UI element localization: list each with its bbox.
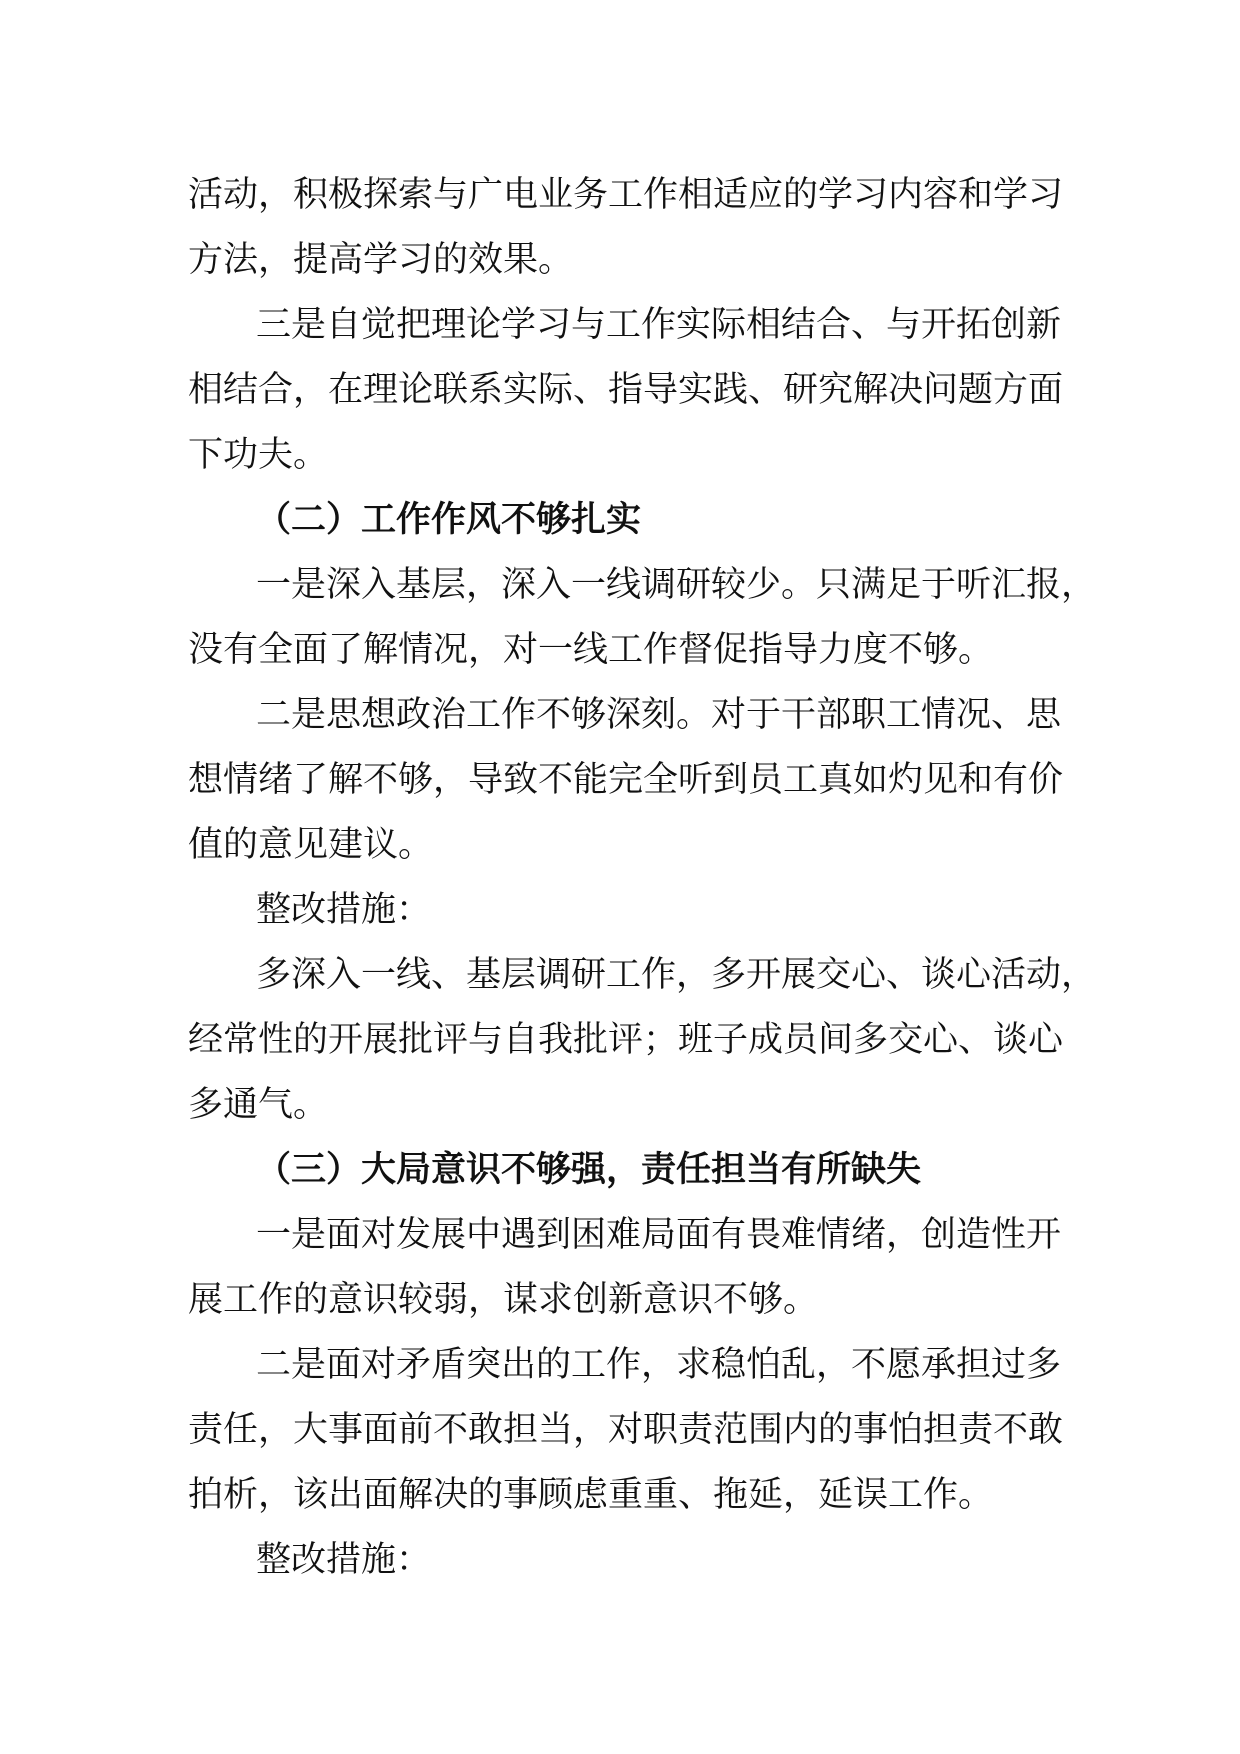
paragraph-line: 二是面对矛盾突出的工作，求稳怕乱，不愿承担过多 [256, 1345, 1062, 1385]
paragraph-line: 整改措施： [256, 890, 432, 930]
paragraph-line: 一是面对发展中遇到困难局面有畏难情绪，创造性开 [256, 1215, 1062, 1255]
paragraph-line: 想情绪了解不够，导致不能完全听到员工真如灼见和有价 [188, 760, 1064, 800]
paragraph-line: 整改措施： [256, 1540, 432, 1580]
section-heading: （二）工作作风不够扎实 [256, 500, 642, 540]
paragraph-line: 没有全面了解情况，对一线工作督促指导力度不够。 [188, 630, 994, 670]
paragraph-line: 方法，提高学习的效果。 [188, 240, 574, 280]
paragraph-line: 一是深入基层，深入一线调研较少。只满足于听汇报， [256, 565, 1097, 605]
paragraph-line: 拍析，该出面解决的事顾虑重重、拖延，延误工作。 [188, 1475, 994, 1515]
section-heading: （三）大局意识不够强，责任担当有所缺失 [256, 1150, 922, 1190]
paragraph-line: 责任，大事面前不敢担当，对职责范围内的事怕担责不敢 [188, 1410, 1064, 1450]
paragraph-line: 三是自觉把理论学习与工作实际相结合、与开拓创新 [256, 305, 1062, 345]
paragraph-line: 活动，积极探索与广电业务工作相适应的学习内容和学习 [188, 175, 1064, 215]
paragraph-line: 经常性的开展批评与自我批评；班子成员间多交心、谈心 [188, 1020, 1064, 1060]
paragraph-line: 二是思想政治工作不够深刻。对于干部职工情况、思 [256, 695, 1062, 735]
document-body [188, 163, 1097, 1593]
paragraph-line: 展工作的意识较弱，谋求创新意识不够。 [188, 1280, 819, 1320]
paragraph-line: 多通气。 [188, 1085, 329, 1125]
paragraph-line: 相结合，在理论联系实际、指导实践、研究解决问题方面 [188, 370, 1064, 410]
paragraph-line: 值的意见建议。 [188, 825, 434, 865]
paragraph-line: 下功夫。 [188, 435, 329, 475]
paragraph-line: 多深入一线、基层调研工作，多开展交心、谈心活动， [256, 955, 1097, 995]
